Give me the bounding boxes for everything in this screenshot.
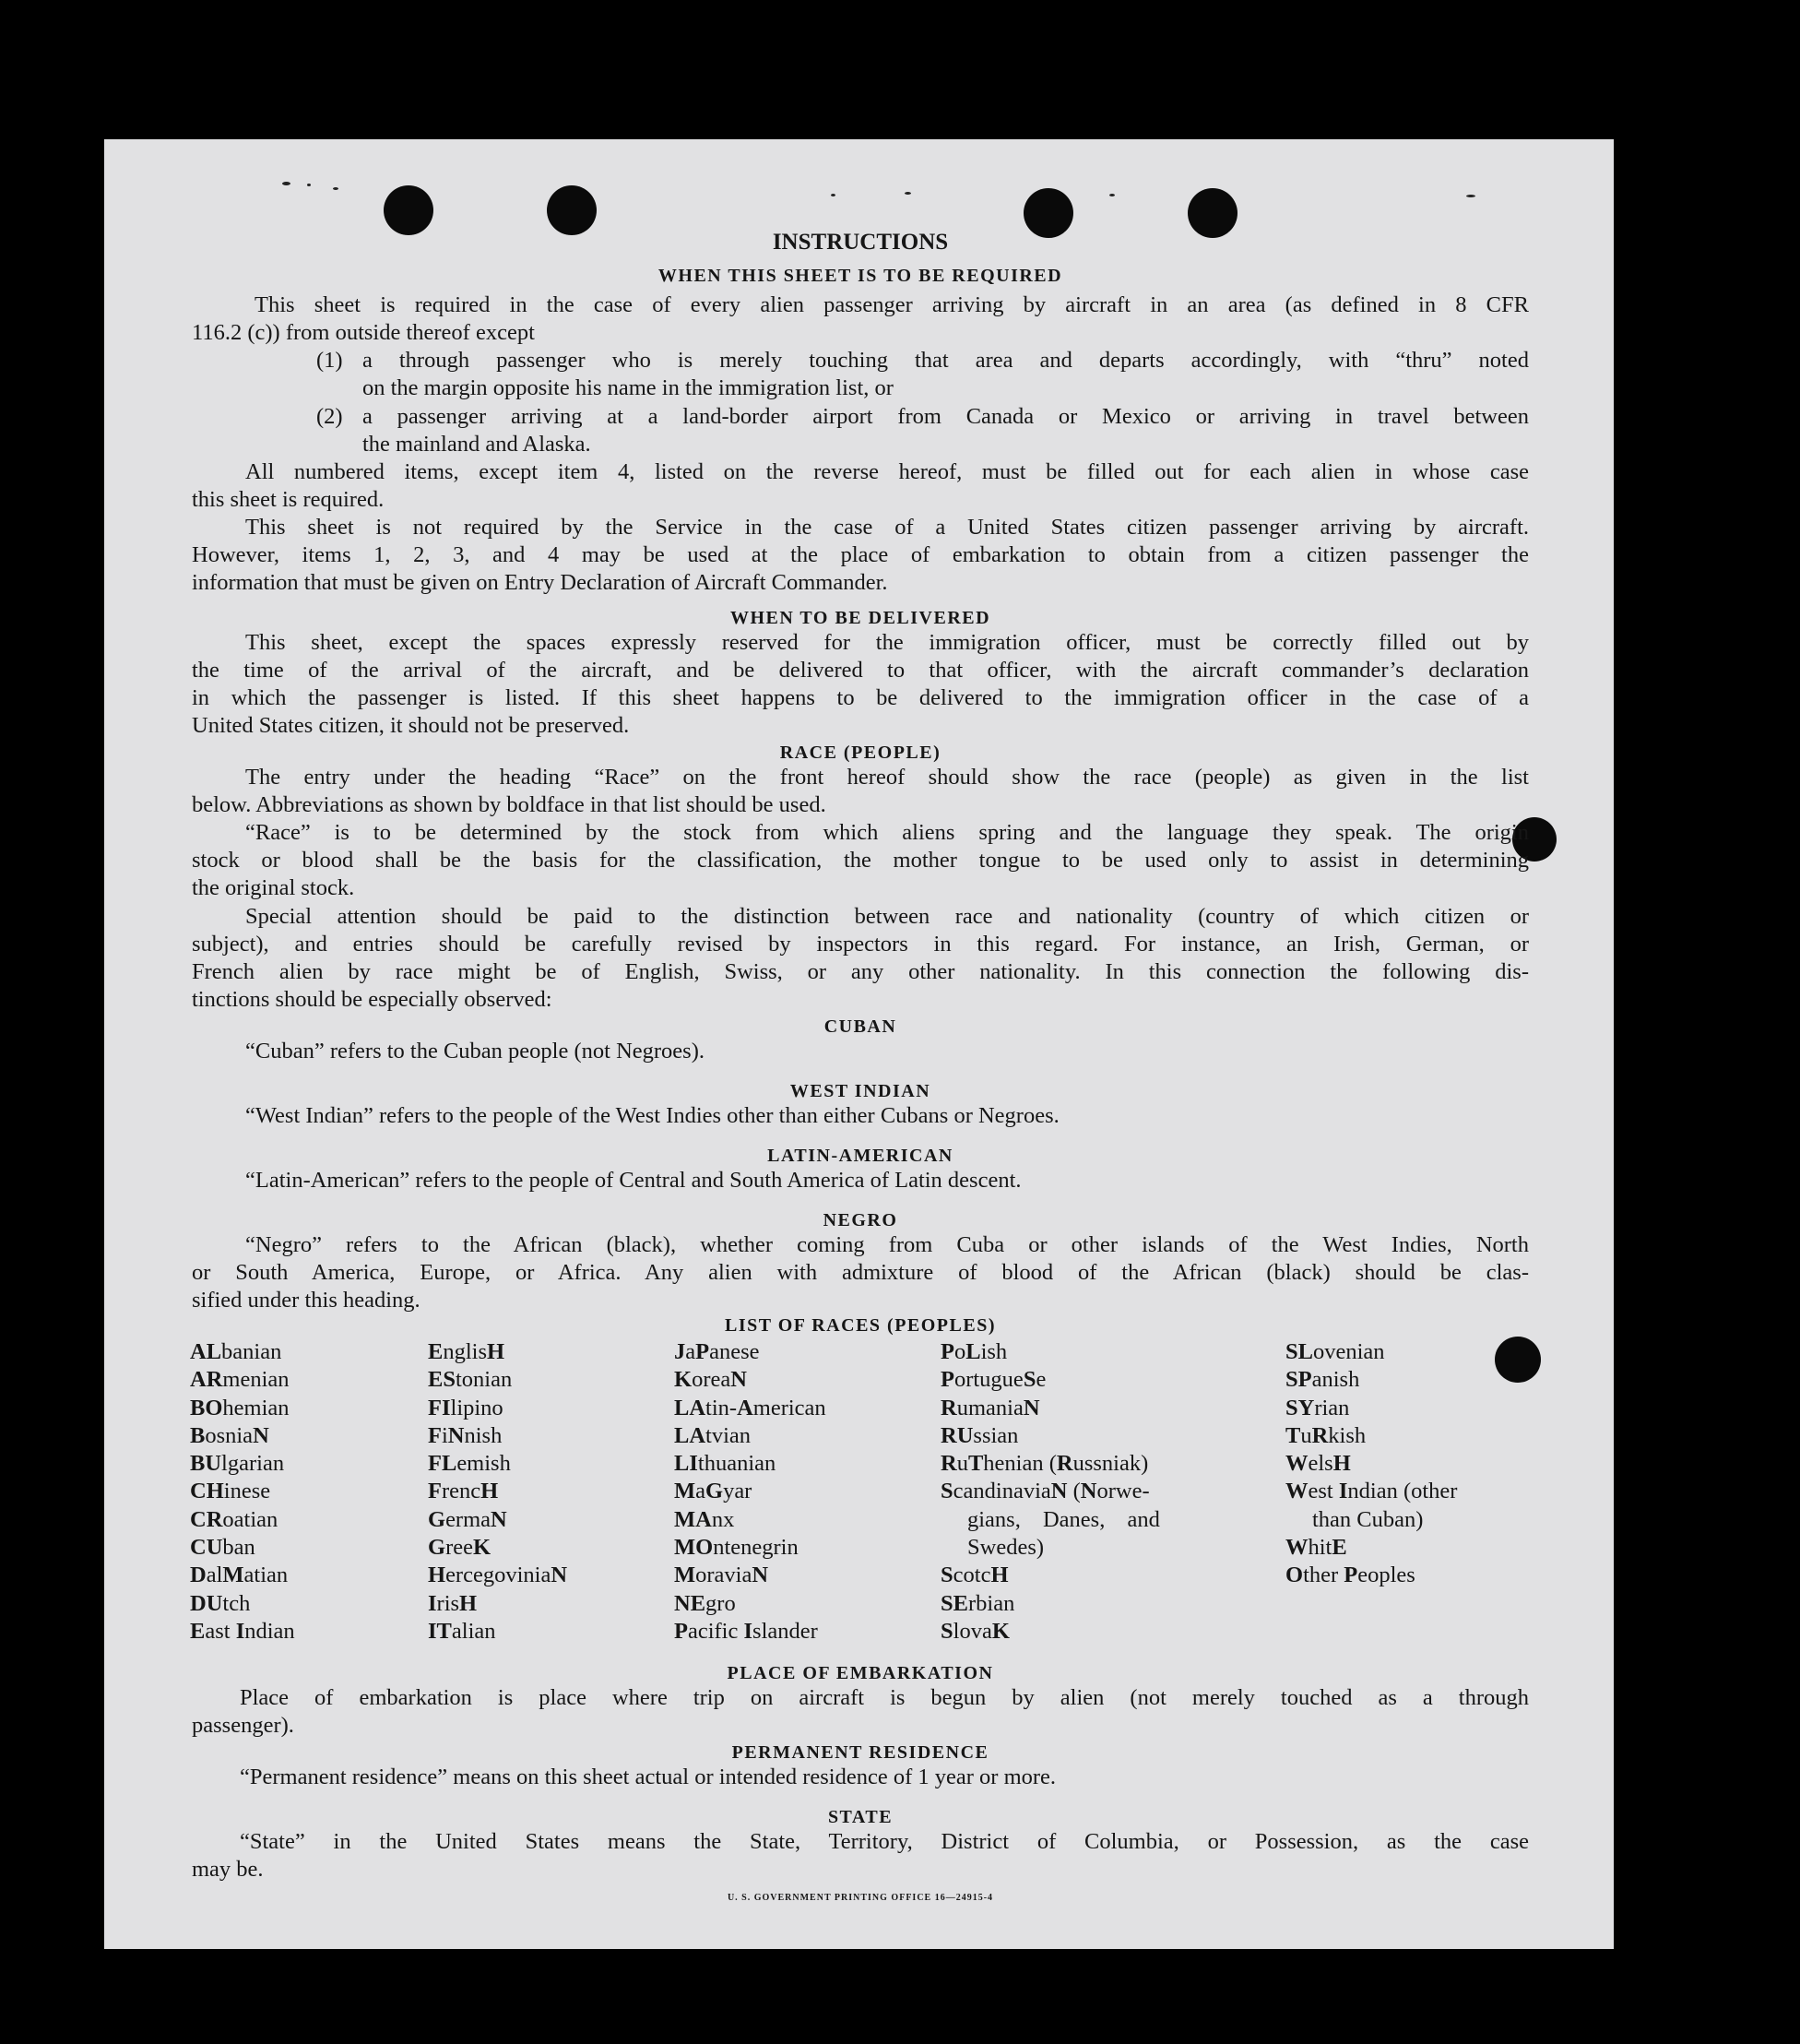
text-line: in which the passenger is listed. If this sheet happens to be delivered to the immigration officer in the case of a bbox=[192, 685, 1529, 710]
heading-negro: NEGRO bbox=[823, 1210, 898, 1230]
race-entry: East Indian bbox=[190, 1618, 295, 1644]
race-column bbox=[1285, 1338, 1457, 1590]
race-entry: RUssian bbox=[941, 1422, 1019, 1448]
race-entry: NEgro bbox=[674, 1590, 736, 1616]
race-entry: BOhemian bbox=[190, 1395, 290, 1420]
text-line: sified under this heading. bbox=[192, 1288, 420, 1313]
race-entry: SLovenian bbox=[1285, 1339, 1385, 1364]
text-line: the original stock. bbox=[192, 875, 355, 900]
text-line: or South America, Europe, or Africa. Any alien with admixture of blood of the African (black) should be clas- bbox=[192, 1260, 1529, 1285]
race-entry: JaPanese bbox=[674, 1339, 760, 1364]
race-entry: MOntenegrin bbox=[674, 1535, 799, 1561]
text-line: United States citizen, it should not be preserved. bbox=[192, 713, 630, 738]
text-line: a through passenger who is merely touching that area and departs accordingly, with “thru” noted bbox=[362, 348, 1529, 373]
race-entry: DalMatian bbox=[190, 1563, 289, 1588]
race-entry: CHinese bbox=[190, 1479, 271, 1504]
heading-when-delivered: WHEN TO BE DELIVERED bbox=[729, 608, 991, 628]
text-line: subject), and entries should be carefully revised by inspectors in this regard. For instance, an Irish, German, or bbox=[192, 932, 1529, 957]
race-entry: KoreaN bbox=[674, 1367, 747, 1393]
race-entry: RumaniaN bbox=[941, 1395, 1040, 1420]
race-column bbox=[674, 1338, 826, 1646]
race-entry: ScandinaviaN (Norwe- bbox=[941, 1479, 1150, 1504]
race-entry: than Cuban) bbox=[1312, 1506, 1424, 1532]
race-entry: FIlipino bbox=[428, 1395, 503, 1420]
race-entry: MaGyar bbox=[674, 1479, 752, 1504]
punch-hole bbox=[384, 185, 433, 235]
text-line: French alien by race might be of English, Swiss, or any other nationality. In this connection the following dis- bbox=[192, 959, 1529, 984]
text-line: This sheet, except the spaces expressly reserved for the immigration officer, must be correctly filled out by bbox=[245, 630, 1529, 655]
race-entry: Swedes) bbox=[967, 1535, 1045, 1561]
item-number: (1) bbox=[316, 348, 343, 373]
race-entry: GermaN bbox=[428, 1506, 507, 1532]
text-line: “West Indian” refers to the people of the West Indies other than either Cubans or Negroes. bbox=[245, 1103, 1060, 1128]
printing-office-footer: U. S. GOVERNMENT PRINTING OFFICE 16—24915-4 bbox=[727, 1893, 994, 1903]
text-line: “Permanent residence” means on this sheet actual or intended residence of 1 year or more. bbox=[240, 1765, 1057, 1789]
text-line: the time of the arrival of the aircraft, and be delivered to that officer, with the aircraft commander’s declaration bbox=[192, 658, 1529, 683]
race-entry: SYrian bbox=[1285, 1395, 1350, 1420]
race-entry: BUlgarian bbox=[190, 1451, 285, 1477]
race-entry: Pacific Islander bbox=[674, 1618, 818, 1644]
race-entry: GreeK bbox=[428, 1535, 491, 1561]
text-line: this sheet is required. bbox=[192, 487, 385, 512]
race-entry: West Indian (other bbox=[1285, 1479, 1458, 1504]
race-entry: RuThenian (Russniak) bbox=[941, 1451, 1149, 1477]
text-line: 116.2 (c)) from outside thereof except bbox=[192, 320, 535, 345]
punch-hole bbox=[1495, 1337, 1541, 1383]
race-entry: Other Peoples bbox=[1285, 1563, 1415, 1588]
race-entry: SPanish bbox=[1285, 1367, 1360, 1393]
heading-cuban: CUBAN bbox=[823, 1016, 897, 1037]
race-entry: FLemish bbox=[428, 1451, 511, 1477]
race-entry: BosniaN bbox=[190, 1422, 269, 1448]
text-line: This sheet is required in the case of every alien passenger arriving by aircraft in an area (as defined in 8 CFR bbox=[255, 292, 1529, 317]
page-title: INSTRUCTIONS bbox=[772, 230, 949, 255]
text-line: Place of embarkation is place where trip on aircraft is begun by alien (not merely touched as a through bbox=[240, 1685, 1529, 1710]
text-line: tinctions should be especially observed: bbox=[192, 987, 552, 1012]
race-entry: LAtvian bbox=[674, 1422, 752, 1448]
race-entry: LAtin-American bbox=[674, 1395, 826, 1420]
heading-when-required: WHEN THIS SHEET IS TO BE REQUIRED bbox=[657, 266, 1063, 286]
text-line: “Negro” refers to the African (black), whether coming from Cuba or other islands of the West Indies, North bbox=[245, 1232, 1529, 1257]
race-entry: MoraviaN bbox=[674, 1563, 769, 1588]
text-line: a passenger arriving at a land-border airport from Canada or Mexico or arriving in travel between bbox=[362, 404, 1529, 429]
race-entry: SErbian bbox=[941, 1590, 1015, 1616]
text-line: below. Abbreviations as shown by boldface in that list should be used. bbox=[192, 792, 826, 817]
heading-residence: PERMANENT RESIDENCE bbox=[731, 1742, 989, 1763]
punch-hole bbox=[547, 185, 597, 235]
race-entry: gians, Danes, and bbox=[967, 1506, 1160, 1532]
race-entry: TuRkish bbox=[1285, 1422, 1367, 1448]
heading-list-of-races: LIST OF RACES (PEOPLES) bbox=[724, 1315, 996, 1336]
text-line: Special attention should be paid to the distinction between race and nationality (country of which citizen or bbox=[245, 904, 1529, 929]
race-column bbox=[941, 1338, 1160, 1646]
heading-west-indian: WEST INDIAN bbox=[789, 1081, 931, 1101]
race-entry: CRoatian bbox=[190, 1506, 278, 1532]
race-entry: EStonian bbox=[428, 1367, 513, 1393]
text-line: may be. bbox=[192, 1857, 264, 1882]
race-entry: WhitE bbox=[1285, 1535, 1347, 1561]
text-line: “State” in the United States means the State, Territory, District of Columbia, or Possession, as the case bbox=[240, 1829, 1529, 1854]
race-entry: FrencH bbox=[428, 1479, 499, 1504]
race-entry: MAnx bbox=[674, 1506, 735, 1532]
text-line: “Latin-American” refers to the people of Central and South America of Latin descent. bbox=[245, 1168, 1022, 1193]
race-entry: HercegoviniaN bbox=[428, 1563, 568, 1588]
heading-race: RACE (PEOPLE) bbox=[779, 743, 941, 763]
text-line: the mainland and Alaska. bbox=[362, 432, 591, 457]
race-entry: DUtch bbox=[190, 1590, 251, 1616]
race-column bbox=[190, 1338, 295, 1646]
heading-latin-american: LATIN-AMERICAN bbox=[767, 1146, 953, 1166]
race-entry: CUban bbox=[190, 1535, 255, 1561]
text-line: “Race” is to be determined by the stock from which aliens spring and the language they speak. The origin bbox=[245, 820, 1529, 845]
text-line: on the margin opposite his name in the immigration list, or bbox=[362, 375, 894, 400]
text-line: passenger). bbox=[192, 1713, 294, 1738]
text-line: All numbered items, except item 4, listed on the reverse hereof, must be filled out for each alien in whose case bbox=[245, 459, 1529, 484]
race-entry: ALbanian bbox=[190, 1339, 282, 1364]
race-entry: ARmenian bbox=[190, 1367, 290, 1393]
race-entry: FiNnish bbox=[428, 1422, 503, 1448]
race-entry: ITalian bbox=[428, 1618, 496, 1644]
text-line: information that must be given on Entry Declaration of Aircraft Commander. bbox=[192, 570, 888, 595]
race-entry: WelsH bbox=[1285, 1451, 1351, 1477]
race-entry: SlovaK bbox=[941, 1618, 1010, 1644]
race-entry: PortugueSe bbox=[941, 1367, 1047, 1393]
text-line: “Cuban” refers to the Cuban people (not Negroes). bbox=[245, 1039, 705, 1064]
race-column bbox=[428, 1338, 567, 1646]
item-number: (2) bbox=[316, 404, 343, 429]
race-entry: PoLish bbox=[941, 1339, 1008, 1364]
race-entry: IrisH bbox=[428, 1590, 478, 1616]
race-entry: EnglisH bbox=[428, 1339, 505, 1364]
text-line: This sheet is not required by the Service in the case of a United States citizen passenger arriving by aircraft. bbox=[245, 515, 1529, 540]
heading-embarkation: PLACE OF EMBARKATION bbox=[727, 1663, 994, 1683]
document-page bbox=[104, 139, 1614, 1949]
race-entry: ScotcH bbox=[941, 1563, 1009, 1588]
heading-state: STATE bbox=[827, 1807, 894, 1827]
race-entry: LIthuanian bbox=[674, 1451, 776, 1477]
text-line: However, items 1, 2, 3, and 4 may be used at the place of embarkation to obtain from a citizen passenger the bbox=[192, 542, 1529, 567]
text-line: stock or blood shall be the basis for the classification, the mother tongue to be used only to assist in determining bbox=[192, 848, 1529, 873]
text-line: The entry under the heading “Race” on the front hereof should show the race (people) as given in the list bbox=[245, 765, 1529, 790]
